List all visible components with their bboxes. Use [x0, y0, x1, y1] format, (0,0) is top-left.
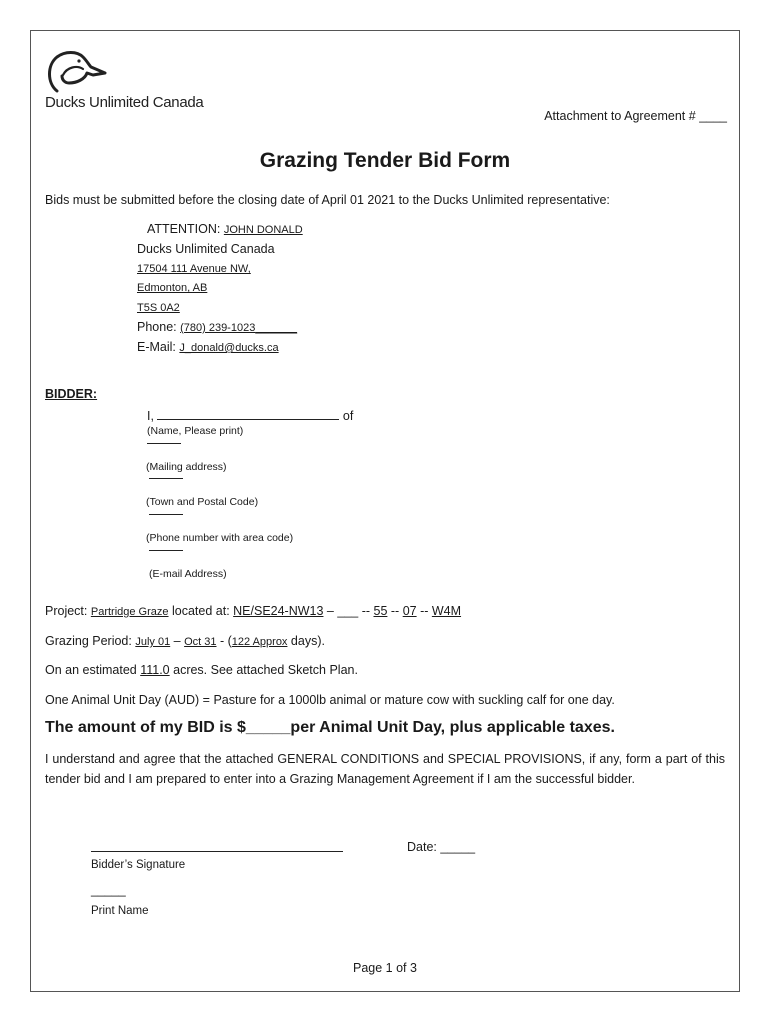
address-postal: T5S 0A2 — [137, 302, 180, 314]
bidder-name-field[interactable] — [157, 407, 339, 420]
acres-prefix: On an estimated — [45, 663, 141, 677]
grazing-period-line — [45, 634, 325, 648]
grazing-label: Grazing Period: — [45, 634, 136, 648]
phone-value: (780) 239-1023 — [180, 322, 256, 334]
phone-label: Phone: — [137, 320, 181, 334]
project-loc4: W4M — [431, 604, 462, 618]
intro-text: Bids must be submitted before the closing date of April 01 2021 to the Ducks Unlimited representative: — [45, 193, 610, 207]
mailing-hint: (Mailing address) — [146, 461, 227, 473]
mailing-address-field[interactable] — [147, 443, 181, 444]
date-line — [407, 840, 475, 854]
project-sep3: -- — [416, 604, 432, 618]
page-number: Page 1 of 3 — [353, 961, 417, 975]
acres-suffix: acres. See attached Sketch Plan. — [169, 663, 358, 677]
project-sep2: -- — [387, 604, 403, 618]
town-hint: (Town and Postal Code) — [146, 496, 259, 508]
email-field[interactable] — [149, 550, 183, 551]
grazing-dash: – — [170, 634, 185, 648]
agreement-paragraph: I understand and agree that the attached GENERAL CONDITIONS and SPECIAL PROVISIONS, if any, form a part of this tender bid and I am prepared to enter into a Grazing Management Agreement if I am the successful bidder. — [45, 752, 725, 786]
email-value: J_donald@ducks.ca — [179, 342, 279, 354]
document-page — [30, 30, 740, 992]
name-hint: (Name, Please print) — [147, 425, 244, 437]
attachment-agreement-number — [544, 109, 727, 123]
project-sep1: -- — [358, 604, 374, 618]
project-blank: ___ — [337, 604, 359, 618]
signature-field[interactable] — [91, 851, 343, 852]
grazing-days: 122 Approx — [231, 636, 288, 648]
attention-line — [147, 222, 303, 236]
signature-label: Bidder’s Signature — [91, 859, 186, 871]
of-label: of — [342, 409, 354, 423]
amount-blank[interactable]: _____ — [245, 719, 291, 736]
print-name-blank[interactable]: _____ — [91, 883, 126, 897]
bid-amount-line — [45, 719, 615, 737]
attention-name: JOHN DONALD — [223, 224, 303, 236]
project-name: Partridge Graze — [90, 606, 169, 618]
project-loc1: NE/SE24-NW13 — [233, 604, 324, 618]
project-loc2: 55 — [373, 604, 388, 618]
address-street: 17504 111 Avenue NW, — [137, 263, 251, 275]
i-label: I, — [147, 409, 154, 423]
address-org: Ducks Unlimited Canada — [137, 242, 275, 256]
duck-logo-icon — [43, 43, 113, 95]
attention-label: ATTENTION: — [147, 222, 224, 236]
aud-definition: One Animal Unit Day (AUD) = Pasture for a 1000lb animal or mature cow with suckling calf for one day. — [45, 693, 615, 707]
address-city: Edmonton, AB — [137, 282, 208, 294]
project-label: Project: — [45, 604, 91, 618]
grazing-end: Oct 31 — [184, 636, 217, 648]
town-postal-field[interactable] — [149, 478, 183, 479]
grazing-mid: - ( — [216, 634, 232, 648]
amount-suffix: per Animal Unit Day, plus applicable taxes. — [290, 719, 615, 736]
print-name-label: Print Name — [91, 905, 149, 917]
address-phone — [137, 320, 297, 334]
page-title: Grazing Tender Bid Form — [259, 149, 511, 172]
attachment-blank[interactable]: ____ — [699, 109, 727, 123]
grazing-start: July 01 — [135, 636, 171, 648]
address-email — [137, 340, 279, 354]
bidder-name-line — [147, 407, 353, 423]
project-dash: – — [323, 604, 338, 618]
project-line — [45, 604, 461, 618]
acres-value: 111.0 — [140, 663, 170, 677]
project-loc3: 07 — [402, 604, 417, 618]
acres-line — [45, 663, 358, 677]
phone-hint: (Phone number with area code) — [146, 532, 294, 544]
date-blank[interactable]: _____ — [440, 840, 476, 854]
located-label: located at: — [168, 604, 234, 618]
brand-name: Ducks Unlimited Canada — [45, 94, 204, 111]
bidder-heading: BIDDER: — [45, 387, 98, 401]
amount-prefix: The amount of my BID is $ — [45, 719, 246, 736]
phone-field[interactable] — [149, 514, 183, 515]
email-hint: (E-mail Address) — [149, 568, 227, 580]
attachment-label: Attachment to Agreement # — [544, 109, 696, 123]
grazing-suffix: days). — [287, 634, 325, 648]
email-label: E-Mail: — [137, 340, 180, 354]
date-label: Date: — [407, 840, 441, 854]
phone-blank: ______ — [255, 320, 298, 334]
